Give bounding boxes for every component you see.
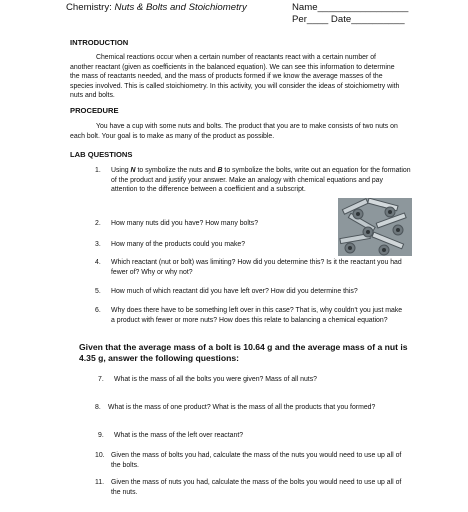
title-subject: Chemistry: (66, 2, 115, 13)
period-date-line: Per____ Date__________ (292, 14, 405, 25)
procedure-text: You have a cup with some nuts and bolts. The product that you are to make consists of two nuts on each bolt. Your goal is to make as many of the product as possible. (70, 123, 398, 140)
worksheet-title (66, 2, 247, 13)
worksheet-page: Chemistry: Nuts & Bolts and Stoichiometry Name_________________ Per____ Date__________ INTRODUCTION Chemical reactions occur when a certain number of reactants react with a certain number of another reactant (given as coefficients in the balanced equation). We can see this information to determine the mass of reactants needed, and the mass of products formed if we know the average masses of the species involved. This is called stoichiometry. In this activity, you will consider the ideas of stoichiometry with nuts and bolts. PROCEDURE You have a cup with some nuts and bolts. The product that you are to make consists of two nuts on each bolt. Your goal is to make as many of the product as possible. LAB QUESTIONS 1. Using N to symbolize the nuts and B to symbolize the bolts, write out an equation for the formation of the product and justify your answer. Make an analogy with chemical equations and pay attention to the difference between a coefficient and a subscript. 2. How many nuts did you have? How many bolts? 3. How many of the products could you make? 4. Which reactant (nut or bolt) was limiting? How did you determine this? Is it the reactant you had fewer of? Why or why not? 5. How much of which reactant did you have left over? How did you determine this? 6. Why does there have to be something left over in this case? That is, why couldn't you just make a product with fewer or more nuts? How does this relate to balancing a chemical equation? Given that the average mass of a bolt is 10.64 g and the average mass of a nut is 4.35 g, answer the following questions: 7. What is the mass of all the bolts you were given? Mass of all nuts? 8. What is the mass of one product? What is the mass of all the products that you formed? 9. What is the mass of the left over reactant? 10. Given the mass of bolts you had, calculate the mass of the nuts you would need to use up all of the bolts. 11. Given the mass of nuts you had, calculate the mass of the bolts you would need to use up all of the nuts. (0, 0, 468, 512)
given-masses-instructions: Given that the average mass of a bolt is 10.64 g and the average mass of a nut is 4.35 g, answer the following questions: (79, 342, 408, 363)
question-number: 1. (95, 167, 101, 174)
nuts-and-bolts-photo (338, 198, 412, 256)
name-line: Name_________________ (292, 2, 409, 13)
bolt-symbol: B (217, 167, 223, 174)
lab-questions-heading: LAB QUESTIONS (70, 150, 133, 159)
title-topic: Nuts & Bolts and Stoichiometry (114, 2, 247, 13)
introduction-heading: INTRODUCTION (70, 38, 129, 47)
procedure-heading: PROCEDURE (70, 106, 119, 115)
question-text: Using N to symbolize the nuts and B to symbolize the bolts, write out an equation for the formation of the product and justify your answer. Make an analogy with chemical equations and pay attention to the difference between a coefficient and a subscript. (111, 167, 411, 194)
introduction-text: Chemical reactions occur when a certain number of reactants react with a certain number of another reactant (given as coefficients in the balanced equation). We can see this information to determine the mass of reactants needed, and the mass of products formed if we know the average masses of the species involved. This is called stoichiometry. In this activity, you will consider the ideas of stoichiometry with nuts and bolts. (70, 54, 400, 100)
nut-symbol: N (130, 167, 136, 174)
